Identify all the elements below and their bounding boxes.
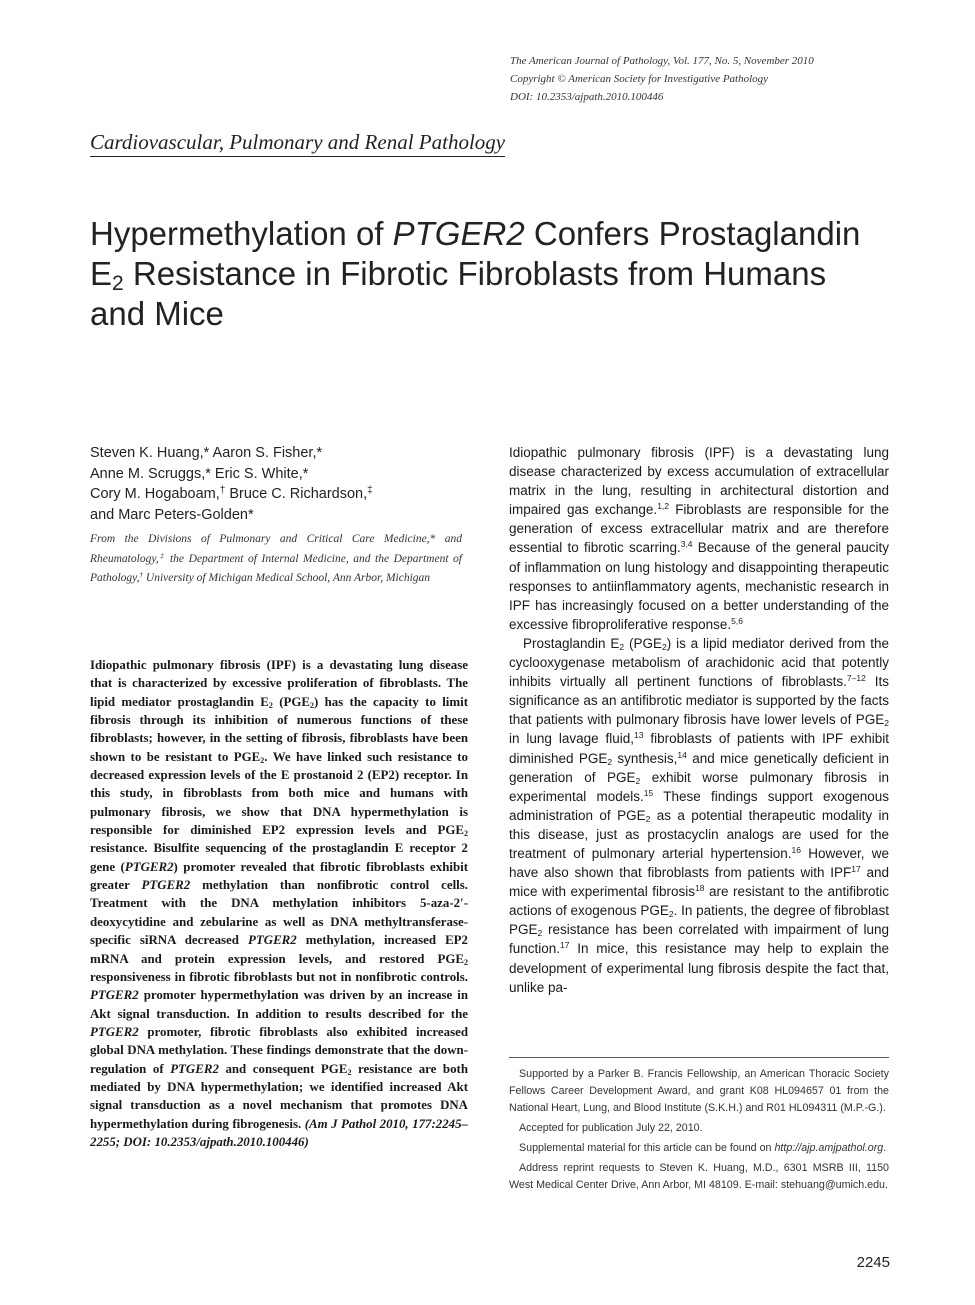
reprint-note: Address reprint requests to Steven K. Huang, M.D., 6301 MSRB III, 1150 West Medical Center Drive, Ann Arbor, MI 48109. E-mail: stehuang@umich.edu. [509, 1162, 889, 1191]
article-title [90, 214, 890, 334]
title-part: Confers Prostaglandin E [90, 215, 861, 292]
abstract-citation: (Am J Pathol 2010, 177:2245–2255; DOI: 10.2353/ajpath.2010.100446) [90, 1116, 468, 1149]
body-paragraph: Idiopathic pulmonary fibrosis (IPF) is a devastating lung disease characterized by excess accumulation of extracellular matrix in the lung, resulting in architectural distortion and impaired gas exchange.$^{1,2}$ Fibroblasts are responsible for the generation of excess extracellular matrix and are therefore essential to fibrotic scarring.$^{3,4}$ Because of the general paucity of inflammation on lung histology and disappointing therapeutic responses to antiinflammatory agents, mechanistic research in IPF has increasingly focused on a better understanding of the excessive fibroproliferative response.$^{5,6}$ [509, 445, 889, 632]
author-name: Cory M. Hogaboam, [90, 486, 220, 502]
author-line: Steven K. Huang,* Aaron S. Fisher,* [90, 445, 323, 461]
affiliation-text: and Rheumatology, [90, 533, 462, 565]
section-heading: Cardiovascular, Pulmonary and Renal Pathology [90, 130, 505, 157]
abstract: Idiopathic pulmonary fibrosis (IPF) is a devastating lung disease that is characterized by excessive proliferation of fibroblasts. The lipid mediator prostaglandin $E_2$ $(PGE_2)$ has the capacity to limit fibrosis through its inhibition of numerous functions of these fibroblasts; however, in the setting of fibrosis, fibroblasts have been shown to be resistant to $PGE_2$. We have linked such resistance to decreased expression levels of the E prostanoid 2 (EP2) receptor. In this study, in fibroblasts from both mice and humans with pulmonary fibrosis, we show that DNA hypermethylation is responsible for diminished EP2 expression levels and $PGE_2$ resistance. Bisulfite sequencing of the prostaglandin E receptor 2 gene (PTGER2) promoter revealed that fibrotic fibroblasts exhibit greater PTGER2 methylation than nonfibrotic control cells. Treatment with the DNA methylation inhibitors 5-aza-2′-deoxycytidine and zebularine as well as DNA methyltransferase-specific siRNA decreased PTGER2 methylation, increased EP2 mRNA and protein expression levels, and restored $PGE_2$ responsiveness in fibrotic fibroblasts but not in nonfibrotic controls. PTGER2 promoter hypermethylation was driven by an increase in Akt signal transduction. In addition to results described for the PTGER2 promoter, fibrotic fibroblasts also exhibited increased global DNA methylation. These findings demonstrate that the down-regulation of PTGER2 and consequent $PGE_2$ resistance are both mediated by DNA hypermethylation; we identified increased Akt signal transduction as a novel mechanism that promotes DNA hypermethylation during fibrogenesis. (Am J Pathol 2010, 177:2245–2255; DOI: 10.2353/ajpath.2010.100446) [90, 658, 469, 1149]
page-number: 2245 [856, 1254, 890, 1271]
author-list [90, 443, 480, 525]
affiliation-mark: ‡ [367, 485, 373, 496]
journal-copyright: Copyright © American Society for Investigative Pathology [510, 73, 769, 85]
title-part: Hypermethylation of [90, 215, 393, 252]
title-subscript: 2 [112, 272, 124, 295]
body-text [509, 443, 889, 997]
funding-note: Supported by a Parker B. Francis Fellowship, an American Thoracic Society Fellows Career Development Award, and grant K08 HL094657 01 from the National Heart, Lung, and Blood Institute (S.K.H.) and R01 HL094311 (M.P.-G.). [509, 1068, 889, 1114]
journal-info [510, 52, 930, 106]
author-line: and Marc Peters-Golden* [90, 506, 254, 523]
title-gene: PTGER2 [392, 215, 525, 252]
affiliation-text: University of Michigan Medical School, Ann Arbor, Michigan [143, 572, 431, 584]
supplemental-link[interactable]: http://ajp.amjpathol.org [774, 1142, 884, 1154]
title-part: Resistance in Fibrotic Fibroblasts from Humans and Mice [90, 255, 827, 332]
journal-citation: The American Journal of Pathology, Vol. 177, No. 5, November 2010 [510, 55, 814, 67]
supplemental-note: Supplemental material for this article can be found on http://ajp.amjpathol.org. [519, 1142, 887, 1154]
journal-doi: DOI: 10.2353/ajpath.2010.100446 [510, 91, 664, 103]
affiliation-text: the Department of Internal Medicine, and the Department of Pathology, [90, 552, 462, 584]
affiliation-text: From the Divisions of Pulmonary and Critical Care Medicine,* [90, 533, 436, 545]
footnote-divider [509, 1057, 889, 1058]
accepted-note: Accepted for publication July 22, 2010. [519, 1122, 703, 1134]
author-line [90, 484, 480, 505]
affiliation-mark: ‡ [158, 551, 166, 560]
affiliation-mark: † [219, 485, 226, 496]
affiliation-mark: † [139, 571, 144, 579]
author-line: Anne M. Scruggs,* Eric S. White,* [90, 465, 309, 482]
affiliation [90, 530, 462, 589]
footnotes [509, 1066, 889, 1197]
body-paragraph: Prostaglandin $E_2$ $(PGE_2)$ is a lipid mediator derived from the cyclooxygenase metabolism of arachidonic acid that potently inhibits virtually all pertinent functions of fibroblasts.$^{7-12}$ Its significance as an antifibrotic mediator is supported by the facts that patients with pulmonary fibrosis have lower levels of $PGE_2$ in lung lavage fluid,$^{13}$ fibroblasts of patients with IPF exhibit diminished $PGE_2$ synthesis,$^{14}$ and mice genetically deficient in generation of $PGE_2$ exhibit worse pulmonary fibrosis in experimental models.$^{15}$ These findings support exogenous administration of $PGE_2$ as a potential therapeutic modality in this disease, just as prostacyclin analogs are used for the treatment of pulmonary arterial hypertension.$^{16}$ However, we have also shown that fibroblasts from patients with IPF$^{17}$ and mice with experimental fibrosis$^{18}$ are resistant to the antifibrotic actions of exogenous $PGE_2$. In patients, the degree of fibroblast $PGE_2$ resistance has been correlated with impairment of lung function.$^{17}$ In mice, this resistance may help to explain the development of experimental lung fibrosis despite the fact that, unlike pa- [509, 635, 890, 995]
author-name: Bruce C. Richardson, [225, 486, 368, 502]
